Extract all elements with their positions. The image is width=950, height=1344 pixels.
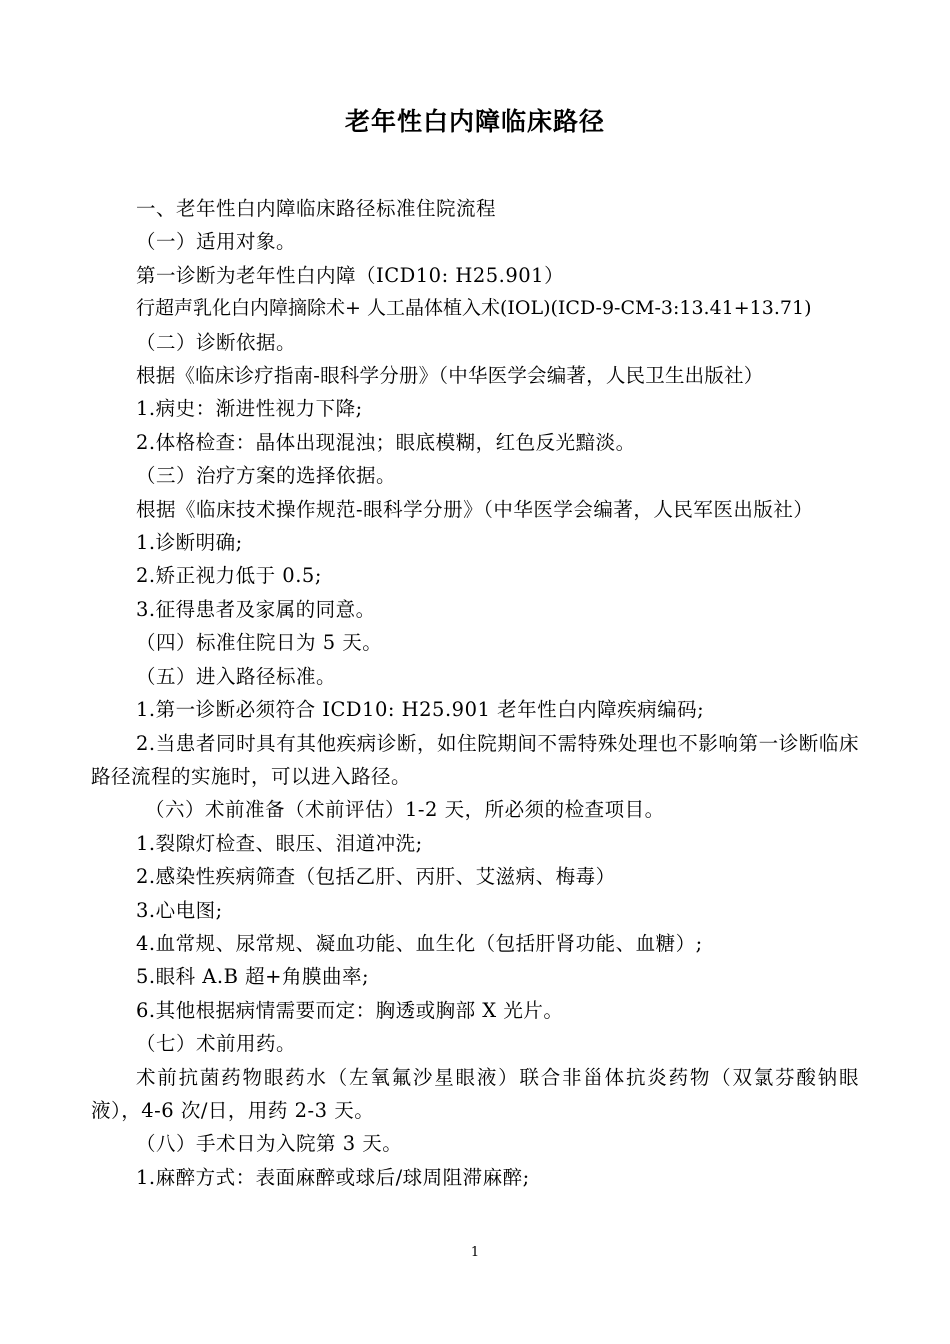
paragraph: 2.当患者同时具有其他疾病诊断，如住院期间不需特殊处理也不影响第一诊断临床路径流程的实施时，可以进入路径。 (91, 731, 859, 788)
paragraph: 3.心电图; (136, 898, 223, 922)
paragraph: （四）标准住院日为 5 天。 (136, 631, 383, 655)
paragraph: 1.诊断明确; (136, 531, 243, 555)
paragraph: （三）治疗方案的选择依据。 (136, 464, 397, 488)
paragraph: （六）术前准备（术前评估）1-2 天，所必须的检查项目。 (145, 798, 665, 822)
paragraph: （一）适用对象。 (136, 230, 297, 254)
paragraph: 1.第一诊断必须符合 ICD10: H25.901 老年性白内障疾病编码; (136, 698, 705, 722)
paragraph: （七）术前用药。 (136, 1032, 297, 1056)
paragraph: 4.血常规、尿常规、凝血功能、血生化（包括肝肾功能、血糖）; (136, 931, 703, 955)
paragraph: 第一诊断为老年性白内障（ICD10: H25.901） (136, 263, 565, 287)
paragraph: 1.裂隙灯检查、眼压、泪道冲洗; (136, 831, 423, 855)
paragraph: 2.矫正视力低于 0.5; (136, 564, 322, 588)
paragraph: 2.体格检查：晶体出现混浊；眼底模糊，红色反光黯淡。 (136, 430, 636, 454)
paragraph: 3.征得患者及家属的同意。 (136, 597, 376, 621)
paragraph: 1.病史：渐进性视力下降; (136, 397, 363, 421)
paragraph: 5.眼科 A.B 超+角膜曲率; (136, 965, 370, 989)
paragraph: 1.麻醉方式：表面麻醉或球后/球周阻滞麻醉; (136, 1165, 530, 1189)
paragraph: 术前抗菌药物眼药水（左氧氟沙星眼液）联合非甾体抗炎药物（双氯芬酸钠眼液），4-6 次/日，用药 2-3 天。 (91, 1065, 859, 1122)
paragraph: 根据《临床技术操作规范-眼科学分册》（中华医学会编著，人民军医出版社） (136, 497, 814, 521)
paragraph: （五）进入路径标准。 (136, 664, 337, 688)
paragraph: 2.感染性疾病筛查（包括乙肝、丙肝、艾滋病、梅毒） (136, 865, 616, 889)
paragraph: 6.其他根据病情需要而定：胸透或胸部 X 光片。 (136, 998, 564, 1022)
paragraph: （八）手术日为入院第 3 天。 (136, 1132, 403, 1156)
paragraph: （二）诊断依据。 (136, 330, 297, 354)
paragraph: 行超声乳化白内障摘除术+ 人工晶体植入术(IOL)(ICD-9-CM-3:13.41+13.71) (136, 297, 812, 320)
document-body (91, 192, 859, 1194)
document-title: 老年性白内障临床路径 (344, 107, 605, 136)
page-number: 1 (470, 1245, 480, 1260)
paragraph: 根据《临床诊疗指南-眼科学分册》（中华医学会编著，人民卫生出版社） (136, 364, 764, 388)
paragraph: 一、老年性白内障临床路径标准住院流程 (136, 197, 497, 220)
